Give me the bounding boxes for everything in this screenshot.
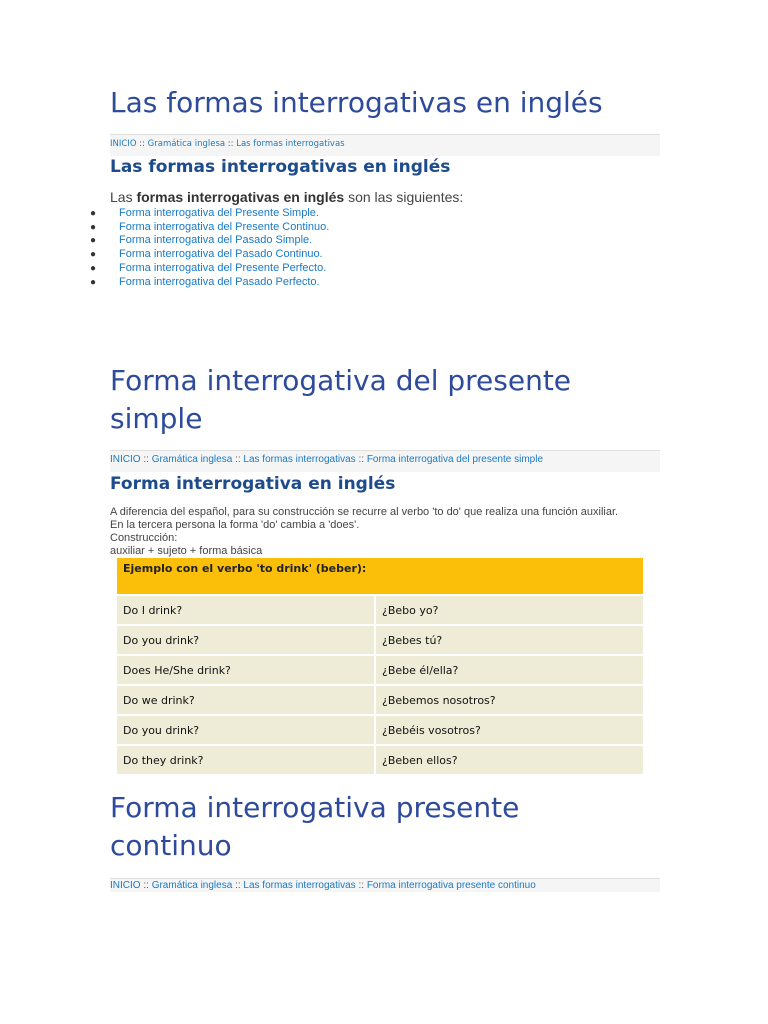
breadcrumb	[110, 878, 660, 892]
intro-text	[110, 189, 463, 205]
section-title-line: simple	[110, 402, 203, 435]
table-cell-english: Does He/She drink?	[117, 656, 374, 684]
breadcrumb-separator: ::	[143, 454, 149, 465]
table-cell-english: Do you drink?	[117, 716, 374, 744]
breadcrumb-separator: ::	[358, 454, 365, 465]
bullet-icon: ●	[90, 221, 97, 233]
table-header: Ejemplo con el verbo 'to drink' (beber):	[117, 558, 643, 594]
table-row	[117, 626, 643, 654]
table-row	[117, 686, 643, 714]
table-header-row	[117, 558, 643, 594]
table-cell-spanish: ¿Bebe él/ella?	[376, 656, 643, 684]
breadcrumb-separator: ::	[139, 139, 145, 149]
breadcrumb-link-presente-continuo[interactable]: Forma interrogativa presente continuo	[366, 880, 536, 891]
breadcrumb-separator: ::	[235, 880, 241, 891]
table-cell-english: Do I drink?	[117, 596, 374, 624]
table-cell-spanish: ¿Bebes tú?	[376, 626, 643, 654]
table-row	[117, 746, 643, 774]
explanation-line: En la tercera persona la forma 'do' cambia a 'does'.	[110, 519, 360, 531]
intro-text-bold: formas interrogativas en inglés	[136, 189, 345, 205]
list-item[interactable]	[90, 220, 510, 235]
table-cell-spanish: ¿Beben ellos?	[376, 746, 643, 774]
breadcrumb-link-presente-simple[interactable]: Forma interrogativa del presente simple	[366, 454, 544, 465]
page-title: Las formas interrogativas en inglés	[110, 86, 603, 119]
table-cell-spanish: ¿Bebéis vosotros?	[376, 716, 643, 744]
breadcrumb-link-inicio[interactable]: INICIO	[110, 880, 141, 891]
section-title-line: Forma interrogativa del presente	[110, 364, 572, 397]
breadcrumb-separator: ::	[143, 880, 149, 891]
breadcrumb-link-inicio[interactable]: INICIO	[110, 454, 141, 465]
forms-link-list	[90, 207, 510, 289]
table-cell-english: Do they drink?	[117, 746, 374, 774]
intro-text-post: son las siguientes:	[344, 189, 464, 205]
table-row	[117, 716, 643, 744]
bullet-icon: ●	[90, 235, 97, 247]
example-table	[115, 556, 645, 776]
breadcrumb-link-gramatica[interactable]: Gramática inglesa	[151, 454, 233, 465]
link-pasado-simple[interactable]: Forma interrogativa del Pasado Simple.	[119, 234, 313, 247]
section-subtitle: Las formas interrogativas en inglés	[110, 157, 451, 177]
list-item[interactable]	[90, 275, 510, 290]
list-item[interactable]	[90, 207, 510, 221]
explanation-line: auxiliar + sujeto + forma básica	[110, 545, 263, 557]
intro-text-pre: Las	[110, 189, 137, 205]
bullet-icon: ●	[90, 262, 97, 274]
breadcrumb-link-formas[interactable]: Las formas interrogativas	[236, 139, 345, 149]
list-item[interactable]	[90, 261, 510, 276]
explanation-line: Construcción:	[110, 532, 178, 544]
list-item[interactable]	[90, 234, 510, 248]
breadcrumb-separator: ::	[358, 880, 365, 891]
list-item[interactable]	[90, 248, 510, 262]
breadcrumb-link-formas[interactable]: Las formas interrogativas	[243, 880, 356, 891]
table-row	[117, 656, 643, 684]
table-row	[117, 596, 643, 624]
link-presente-simple[interactable]: Forma interrogativa del Presente Simple.	[119, 207, 319, 219]
bullet-icon: ●	[90, 276, 97, 288]
bullet-icon: ●	[90, 208, 97, 219]
section-title-line: continuo	[110, 829, 232, 862]
explanation-line: A diferencia del español, para su construcción se recurre al verbo 'to do' que realiza una función auxiliar.	[110, 506, 619, 518]
breadcrumb-link-inicio[interactable]: INICIO	[110, 139, 137, 149]
table-cell-english: Do you drink?	[117, 626, 374, 654]
link-pasado-continuo[interactable]: Forma interrogativa del Pasado Continuo.	[119, 248, 323, 261]
section-title-presente-continuo	[110, 789, 670, 865]
section-subtitle: Forma interrogativa en inglés	[110, 474, 396, 494]
breadcrumb-link-gramatica[interactable]: Gramática inglesa	[147, 139, 226, 149]
link-pasado-perfecto[interactable]: Forma interrogativa del Pasado Perfecto.	[119, 275, 320, 288]
table-cell-spanish: ¿Bebemos nosotros?	[376, 686, 643, 714]
breadcrumb	[110, 450, 660, 472]
breadcrumb-separator: ::	[227, 139, 234, 149]
table-cell-english: Do we drink?	[117, 686, 374, 714]
breadcrumb	[110, 134, 660, 156]
section-title-line: Forma interrogativa presente	[110, 791, 520, 824]
explanation-paragraph	[110, 506, 670, 558]
breadcrumb-separator: ::	[235, 454, 241, 465]
breadcrumb-link-formas[interactable]: Las formas interrogativas	[243, 454, 356, 465]
link-presente-perfecto[interactable]: Forma interrogativa del Presente Perfecto.	[119, 261, 327, 274]
link-presente-continuo[interactable]: Forma interrogativa del Presente Continuo.	[119, 220, 330, 233]
breadcrumb-link-gramatica[interactable]: Gramática inglesa	[151, 880, 233, 891]
bullet-icon: ●	[90, 249, 97, 261]
table-cell-spanish: ¿Bebo yo?	[376, 596, 643, 624]
section-title-presente-simple	[110, 362, 670, 438]
